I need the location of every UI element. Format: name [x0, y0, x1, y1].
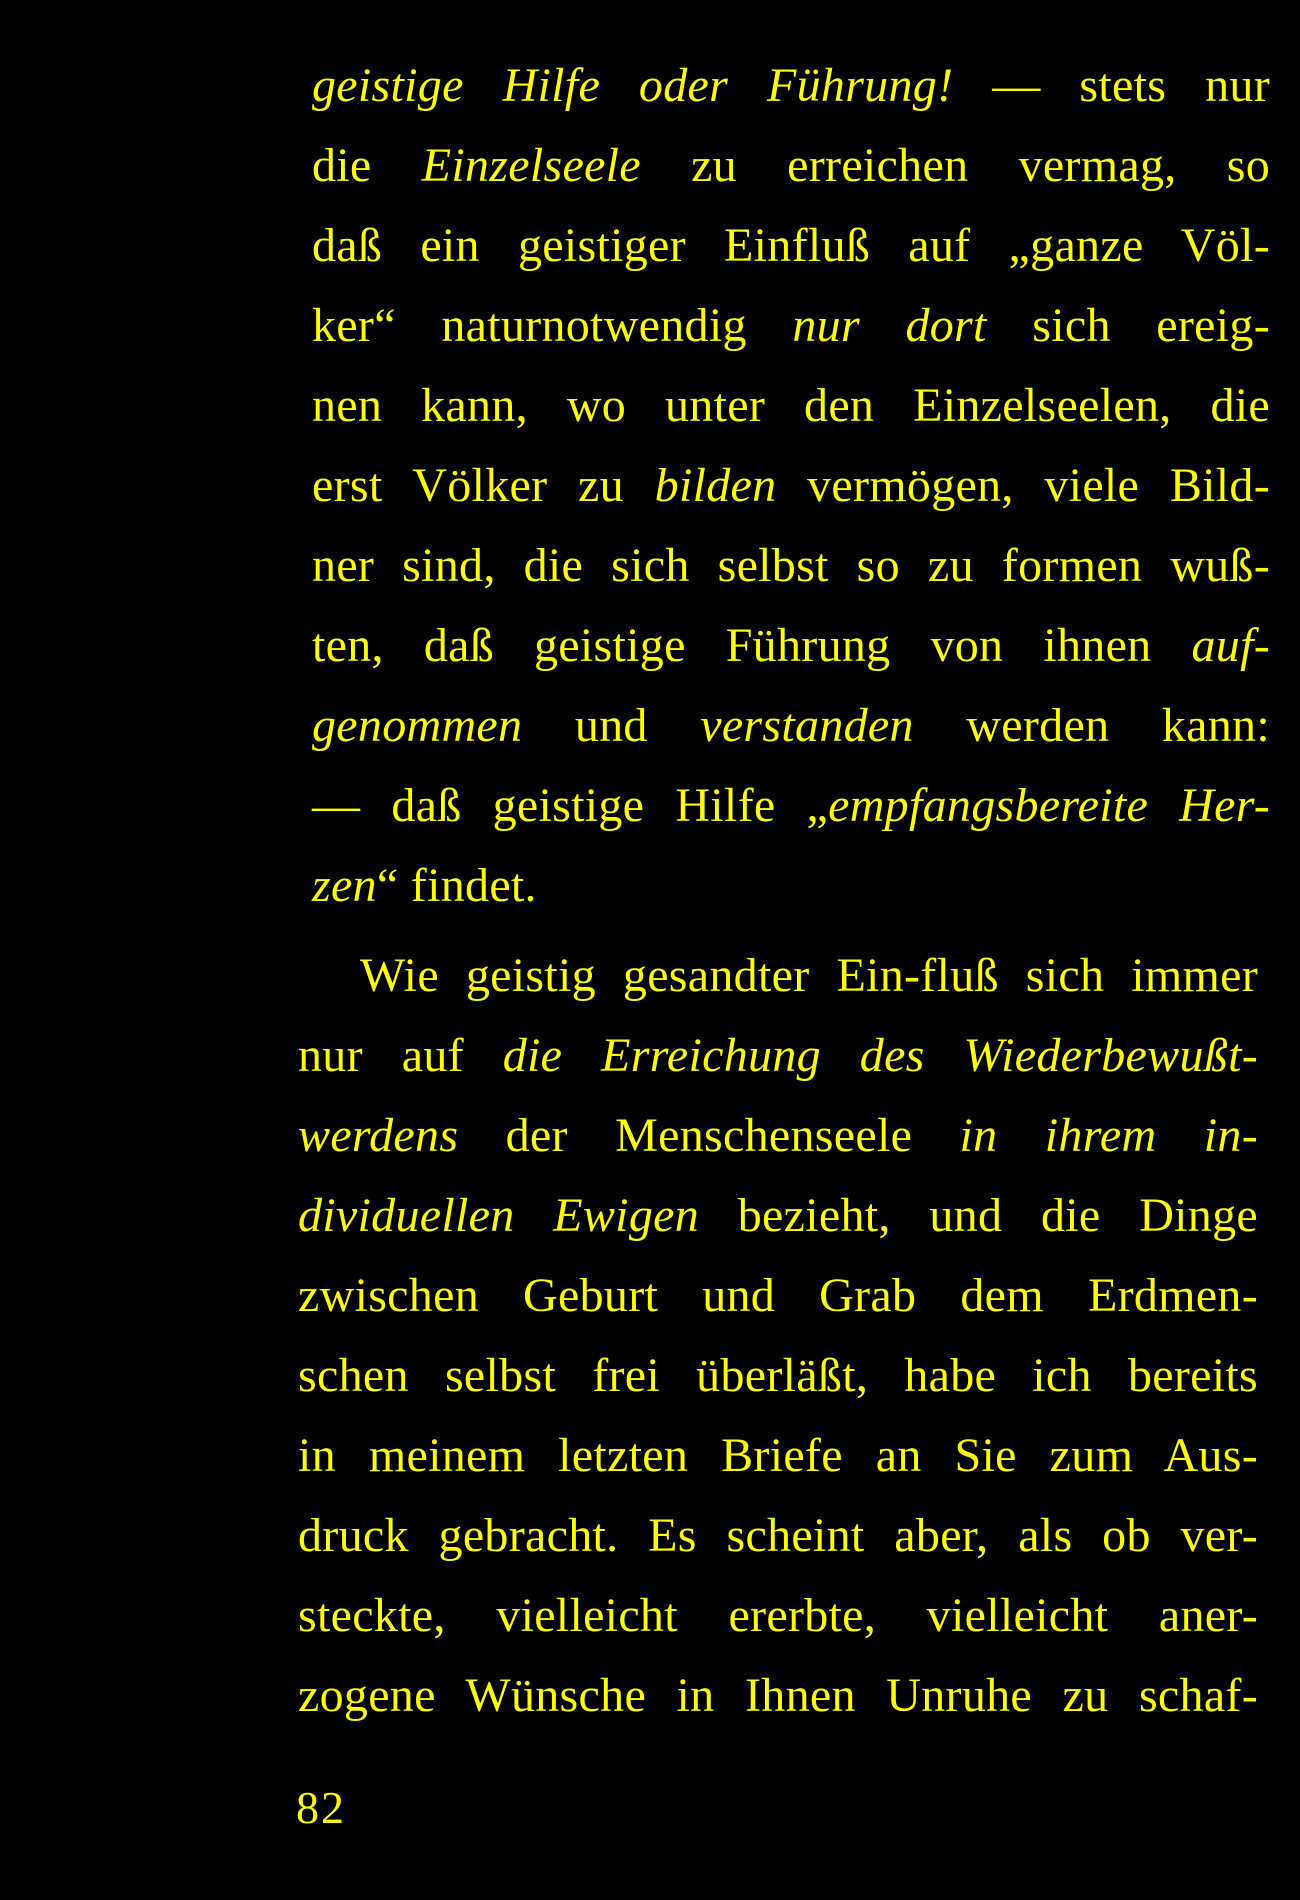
text-line: [298, 1586, 1258, 1646]
text-segment: werden kann:: [913, 699, 1270, 752]
text-line: [312, 856, 1270, 916]
text-segment: — stets nur: [953, 59, 1270, 112]
text-line: [298, 1186, 1258, 1246]
text-line: [298, 1346, 1258, 1406]
text-line: [312, 616, 1270, 676]
italic-text: die Erreichung des Wiederbewußt-: [502, 1029, 1258, 1082]
italic-text: empfangsbereite Her-: [828, 779, 1270, 832]
text-segment: sich ereig-: [986, 299, 1270, 352]
italic-text: verstanden: [700, 699, 914, 752]
text-line: [312, 136, 1270, 196]
text-segment: schen selbst frei überläßt, habe ich bereits: [298, 1349, 1258, 1402]
italic-text: auf-: [1191, 619, 1270, 672]
italic-text: geistige Hilfe oder Führung!: [312, 59, 954, 112]
text-segment: die: [312, 139, 422, 192]
text-segment: zu erreichen vermag, so: [640, 139, 1270, 192]
text-line: [298, 1106, 1258, 1166]
text-line: [312, 56, 1270, 116]
italic-text: Einzelseele: [421, 139, 641, 192]
italic-text: werdens: [298, 1109, 459, 1162]
text-segment: und: [522, 699, 701, 752]
text-line: [312, 776, 1270, 836]
text-segment: ker“ naturnotwendig: [312, 299, 793, 352]
italic-text: bilden: [654, 459, 777, 512]
text-segment: zogene Wünsche in Ihnen Unruhe zu schaf-: [298, 1669, 1258, 1722]
italic-text: in ihrem in-: [959, 1109, 1258, 1162]
italic-text: nur dort: [792, 299, 987, 352]
text-segment: — daß geistige Hilfe „: [312, 779, 829, 832]
text-segment: vermögen, viele Bild-: [776, 459, 1271, 512]
text-line: [298, 1426, 1258, 1486]
text-line: [312, 216, 1270, 276]
text-line: [312, 696, 1270, 756]
text-segment: daß ein geistiger Einfluß auf „ganze Völ-: [312, 219, 1270, 272]
page-number: 82: [296, 1782, 346, 1833]
text-segment: steckte, vielleicht ererbte, vielleicht aner-: [298, 1589, 1258, 1642]
text-segment: druck gebracht. Es scheint aber, als ob ver-: [298, 1509, 1258, 1562]
text-segment: nen kann, wo unter den Einzelseelen, die: [312, 379, 1270, 432]
text-line: [312, 536, 1270, 596]
italic-text: genommen: [312, 699, 523, 752]
text-segment: erst Völker zu: [312, 459, 655, 512]
text-line: [312, 376, 1270, 436]
text-segment: nur auf: [298, 1029, 503, 1082]
text-segment: in meinem letzten Briefe an Sie zum Aus-: [298, 1429, 1258, 1482]
text-segment: zwischen Geburt und Grab dem Erdmen-: [298, 1269, 1258, 1322]
text-segment: ner sind, die sich selbst so zu formen wuß-: [312, 539, 1270, 592]
text-line: [298, 1666, 1258, 1726]
text-line: [298, 1266, 1258, 1326]
text-segment: der Menschenseele: [458, 1109, 960, 1162]
text-segment: “ findet.: [376, 859, 537, 912]
text-line: [312, 456, 1270, 516]
text-segment: bezieht, und die Dinge: [699, 1189, 1258, 1242]
text-line: [312, 296, 1270, 356]
text-line: [298, 1506, 1258, 1566]
italic-text: zen: [312, 859, 377, 912]
text-line: [360, 946, 1258, 1006]
text-line: [298, 1026, 1258, 1086]
text-segment: ten, daß geistige Führung von ihnen: [312, 619, 1192, 672]
text-segment: Wie geistig gesandter Ein-fluß sich immer: [360, 949, 1258, 1002]
italic-text: dividuellen Ewigen: [298, 1189, 700, 1242]
